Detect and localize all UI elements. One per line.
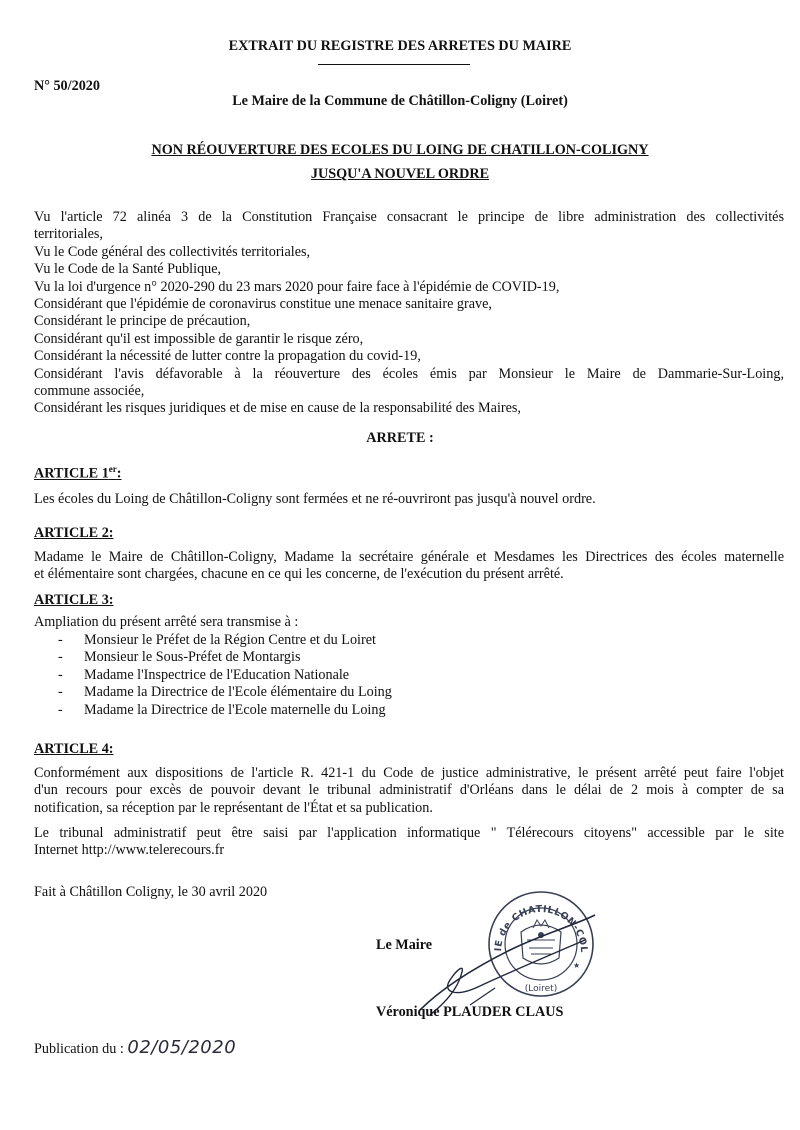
publication-line	[34, 1037, 236, 1058]
document-title: EXTRAIT DU REGISTRE DES ARRETES DU MAIRE	[228, 38, 572, 54]
publication-date-handwritten: 02/05/2020	[127, 1037, 237, 1058]
article-4-line: Conformément aux dispositions de l'article R. 421-1 du Code de justice administrative, le présent arrêté peut faire l'objet	[34, 765, 784, 781]
subject-line-1: NON RÉOUVERTURE DES ECOLES DU LOING DE CHATILLON-COLIGNY	[151, 142, 649, 158]
stamp-bottom-text: (Loiret)	[524, 984, 558, 994]
svg-text:★: ★	[573, 961, 581, 970]
article-1-text: Les écoles du Loing de Châtillon-Coligny sont fermées et ne ré-ouvriront pas jusqu'à nouvel ordre.	[34, 491, 596, 507]
article-4-paragraph-1	[34, 765, 784, 817]
preamble-line: Vu la loi d'urgence n° 2020-290 du 23 mars 2020 pour faire face à l'épidémie de COVID-19,	[34, 278, 560, 295]
preamble-line: Vu l'article 72 alinéa 3 de la Constitution Française consacrant le principe de libre administration des collectivités	[34, 209, 784, 225]
mayor-role: Le Maire	[376, 937, 433, 953]
list-item	[58, 667, 392, 684]
preamble-line: Considérant les risques juridiques et de mise en cause de la responsabilité des Maires,	[34, 400, 521, 417]
mayor-name: Véronique PLAUDER CLAUS	[376, 1004, 564, 1020]
arrete-label: ARRETE :	[366, 430, 434, 446]
title-underline	[318, 64, 470, 65]
article-2-line: Madame le Maire de Châtillon-Coligny, Madame la secrétaire générale et Mesdames les Directrices des écoles maternelle	[34, 549, 784, 565]
preamble-line: Considérant que l'épidémie de coronavirus constitue une menace sanitaire grave,	[34, 296, 492, 313]
article-4-line: Le tribunal administratif peut être saisi par l'application informatique " Télérecours citoyens" accessible par le site	[34, 825, 784, 841]
dash-bullet: -	[58, 666, 63, 683]
preamble	[34, 209, 784, 418]
list-item	[58, 632, 392, 649]
preamble-line: Vu le Code général des collectivités territoriales,	[34, 243, 311, 260]
article-3-heading: ARTICLE 3:	[34, 592, 114, 608]
recipient-text: Madame la Directrice de l'Ecole maternelle du Loing	[84, 701, 386, 718]
dash-bullet: -	[58, 632, 63, 648]
article-1-heading-text: ARTICLE 1	[34, 465, 109, 482]
dash-bullet: -	[58, 684, 63, 701]
article-4-paragraph-2	[34, 825, 784, 860]
article-4-line: d'un recours pour excès de pouvoir devant le tribunal administratif d'Orléans dans le délai de 2 mois à compter de sa	[34, 782, 784, 799]
list-item	[58, 649, 392, 666]
preamble-line: Vu le Code de la Santé Publique,	[34, 261, 222, 278]
preamble-line: Considérant le principe de précaution,	[34, 313, 251, 330]
recipient-text: Madame l'Inspectrice de l'Education Nationale	[84, 666, 350, 683]
article-1-heading-sup: er	[108, 464, 117, 474]
article-4-heading: ARTICLE 4:	[34, 741, 114, 757]
article-3-intro: Ampliation du présent arrêté sera transmise à :	[34, 614, 299, 630]
issuing-authority: Le Maire de la Commune de Châtillon-Coligny (Loiret)	[232, 93, 568, 109]
article-4-line: Internet http://www.telerecours.fr	[34, 842, 225, 859]
stamp-ring-text: IE de CHATILLON-COL	[492, 903, 590, 954]
article-2-text	[34, 549, 784, 584]
preamble-line: Considérant l'avis défavorable à la réouverture des écoles émis par Monsieur le Maire de Dammarie-Sur-Loing,	[34, 365, 784, 382]
recipient-list	[58, 632, 392, 719]
publication-label: Publication du :	[34, 1041, 124, 1057]
list-item	[58, 684, 392, 701]
preamble-line: Considérant la nécessité de lutter contre la propagation du covid-19,	[34, 348, 421, 365]
dash-bullet: -	[58, 701, 63, 718]
recipient-text: Madame la Directrice de l'Ecole élémentaire du Loing	[84, 684, 392, 701]
list-item	[58, 702, 392, 719]
preamble-line: Considérant qu'il est impossible de garantir le risque zéro,	[34, 330, 364, 347]
place-and-date: Fait à Châtillon Coligny, le 30 avril 2020	[34, 884, 268, 900]
preamble-line: commune associée,	[34, 383, 145, 400]
article-1-heading	[34, 464, 122, 483]
article-2-line: et élémentaire sont chargées, chacune en ce qui les concerne, de l'exécution du présent arrêté.	[34, 566, 564, 583]
article-1-heading-colon: :	[116, 465, 122, 482]
recipient-text: Monsieur le Sous-Préfet de Montargis	[84, 649, 301, 666]
subject-line-2: JUSQU'A NOUVEL ORDRE	[310, 166, 490, 182]
recipient-text: Monsieur le Préfet de la Région Centre et du Loiret	[84, 632, 376, 648]
preamble-line: territoriales,	[34, 226, 103, 243]
article-2-heading: ARTICLE 2:	[34, 525, 114, 541]
decree-number: N° 50/2020	[34, 78, 100, 94]
article-4-line: notification, sa réception par le représentant de l'État et sa publication.	[34, 799, 433, 816]
dash-bullet: -	[58, 649, 63, 666]
